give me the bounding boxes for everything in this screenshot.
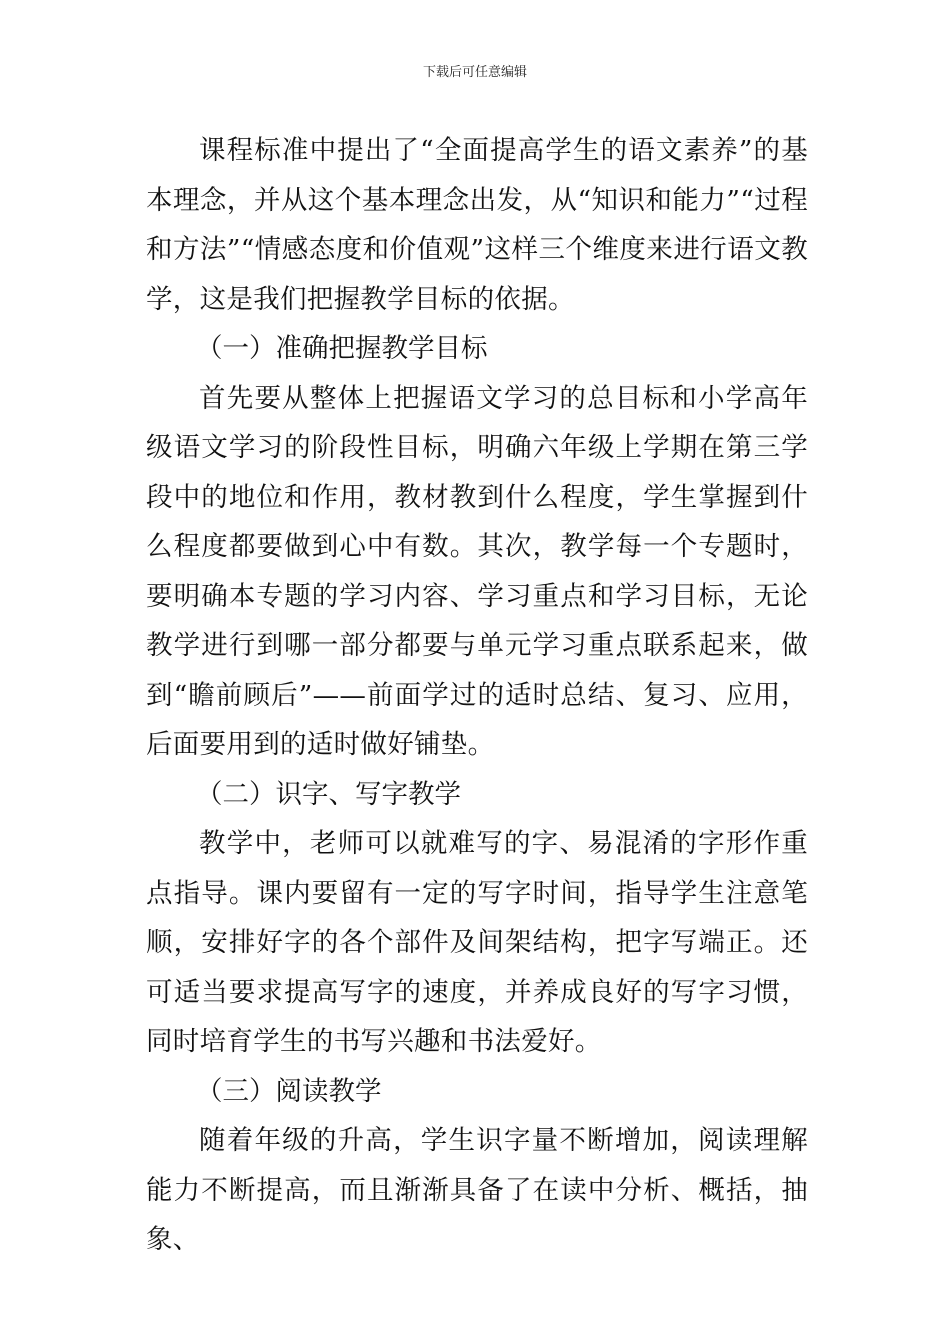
paragraph-curriculum-standard: 课程标准中提出了“全面提高学生的语文素养”的基本理念，并从这个基本理念出发，从“知识和能力”“过程和方法”“情感态度和价值观”这样三个维度来进行语文教学，这是我们把握教学目标的依据。 [146,135,808,315]
paragraph-reading: 随着年级的升高，学生识字量不断增加，阅读理解能力不断提高，而且渐渐具备了在读中分析、概括，抽象、 [146,1125,808,1255]
paragraph-teaching-goals: 首先要从整体上把握语文学习的总目标和小学高年级语文学习的阶段性目标，明确六年级上学期在第三学段中的地位和作用，教材教到什么程度，学生掌握到什么程度都要做到心中有数。其次，教学每一个专题时，要明确本专题的学习内容、学习重点和学习目标，无论教学进行到哪一部分都要与单元学习重点联系起来，做到“瞻前顾后”——前面学过的适时总结、复习、应用，后面要用到的适时做好铺垫。 [146,382,808,760]
page-header: 下载后可任意编辑 [422,65,527,80]
paragraph-literacy-writing: 教学中，老师可以就难写的字、易混淆的字形作重点指导。课内要留有一定的写字时间，指导学生注意笔顺，安排好字的各个部件及间架结构，把字写端正。还可适当要求提高写字的速度，并养成良好的写字习惯，同时培育学生的书写兴趣和书法爱好。 [146,828,808,1057]
section-heading-teaching-goals: （一）准确把握教学目标 [196,333,488,364]
section-heading-literacy-writing: （二）识字、写字教学 [196,778,461,810]
document-body [146,126,808,1265]
section-heading-reading: （三）阅读教学 [196,1075,382,1107]
